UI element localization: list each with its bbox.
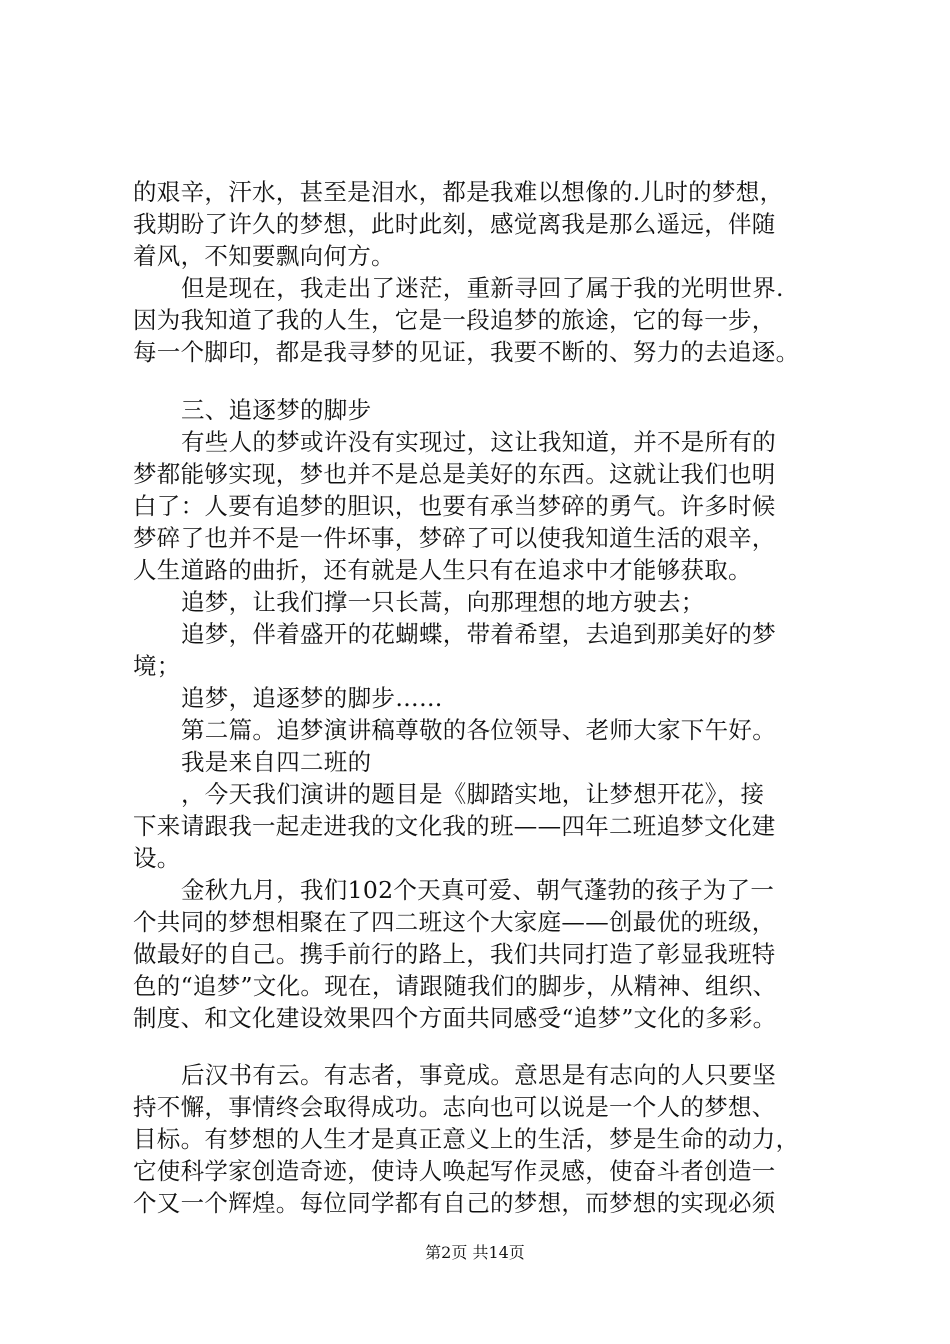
paragraph-line: 追梦，让我们撑一只长蒿，向那理想的地方驶去； (181, 588, 705, 616)
page-number-footer: 第2页 共14页 (425, 1243, 525, 1262)
paragraph-line: 境； (133, 652, 181, 680)
paragraph-line: 因为我知道了我的人生，它是一段追梦的旅途，它的每一步， (133, 306, 776, 334)
section-heading: 三、追逐梦的脚步 (181, 396, 372, 424)
paragraph-line: 做最好的自己。携手前行的路上，我们共同打造了彰显我班特 (133, 940, 776, 968)
paragraph-line: 它使科学家创造奇迹，使诗人唤起写作灵感，使奋斗者创造一 (133, 1157, 776, 1185)
paragraph-line: 我期盼了许久的梦想，此时此刻，感觉离我是那么遥远，伴随 (133, 210, 776, 238)
paragraph-line: 目标。有梦想的人生才是真正意义上的生活，梦是生命的动力， (133, 1125, 800, 1153)
paragraph-line: 但是现在，我走出了迷茫，重新寻回了属于我的光明世界. (181, 274, 784, 302)
paragraph-line: 追梦，伴着盛开的花蝴蝶，带着希望，去追到那美好的梦 (181, 620, 776, 648)
paragraph-line: 每一个脚印，都是我寻梦的见证，我要不断的、努力的去追逐。 (133, 338, 800, 366)
paragraph-line: 第二篇。追梦演讲稿尊敬的各位领导、老师大家下午好。 (181, 716, 776, 744)
paragraph-line: 个又一个辉煌。每位同学都有自己的梦想，而梦想的实现必须 (133, 1189, 776, 1217)
paragraph-line: 我是来自四二班的 (181, 748, 372, 776)
paragraph-line: 着风，不知要飘向何方。 (133, 242, 395, 270)
paragraph-line: 梦都能够实现，梦也并不是总是美好的东西。这就让我们也明 (133, 460, 776, 488)
paragraph-line: 有些人的梦或许没有实现过，这让我知道，并不是所有的 (181, 428, 776, 456)
paragraph-line: 下来请跟我一起走进我的文化我的班——四年二班追梦文化建 (133, 812, 776, 840)
paragraph-line: 个共同的梦想相聚在了四二班这个大家庭——创最优的班级， (133, 908, 776, 936)
paragraph-line: 梦碎了也并不是一件坏事，梦碎了可以使我知道生活的艰辛， (133, 524, 776, 552)
paragraph-line: 人生道路的曲折，还有就是人生只有在追求中才能够获取。 (133, 556, 752, 584)
paragraph-line: 追梦，追逐梦的脚步…… (181, 684, 443, 712)
paragraph-line: 后汉书有云。有志者，事竟成。意思是有志向的人只要坚 (181, 1061, 776, 1089)
paragraph-line: 色的“追梦”文化。现在，请跟随我们的脚步，从精神、组织、 (133, 972, 777, 1000)
paragraph-line: 白了：人要有追梦的胆识，也要有承当梦碎的勇气。许多时候 (133, 492, 776, 520)
paragraph-line: 设。 (133, 844, 181, 872)
paragraph-line: 金秋九月，我们102个天真可爱、朝气蓬勃的孩子为了一 (181, 876, 775, 904)
paragraph-line: 制度、和文化建设效果四个方面共同感受“追梦”文化的多彩。 (133, 1004, 777, 1032)
paragraph-line: 的艰辛，汗水，甚至是泪水，都是我难以想像的.儿时的梦想， (133, 178, 784, 206)
paragraph-line: 持不懈，事情终会取得成功。志向也可以说是一个人的梦想、 (133, 1093, 776, 1121)
paragraph-line: ，今天我们演讲的题目是《脚踏实地，让梦想开花》，接 (181, 780, 765, 808)
